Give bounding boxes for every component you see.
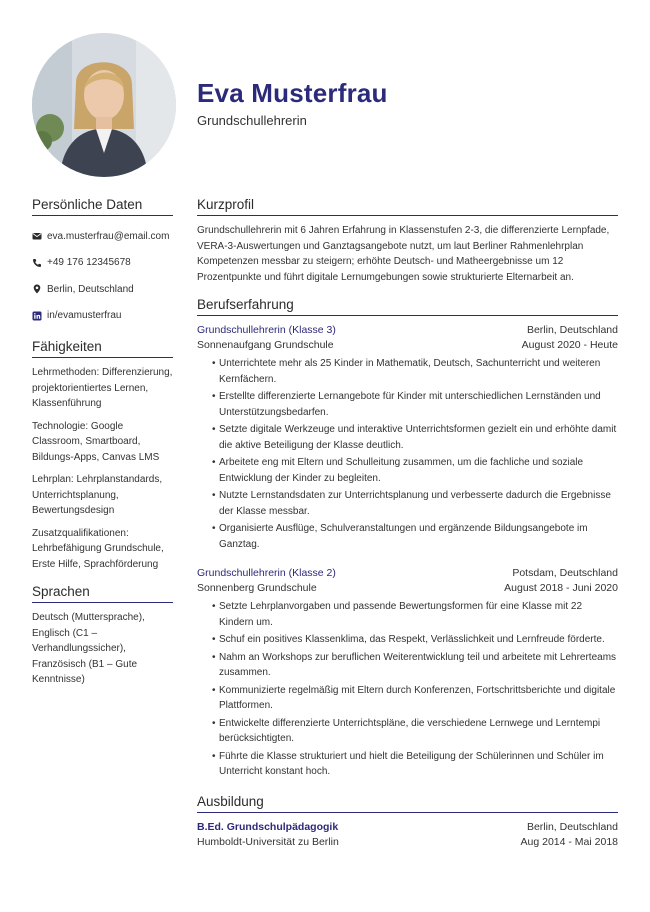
mail-icon — [32, 231, 42, 241]
portrait-illustration — [32, 33, 176, 177]
degree-title: B.Ed. Grundschulpädagogik — [197, 820, 339, 833]
education-heading: Ausbildung — [197, 794, 618, 813]
contact-location — [32, 276, 173, 303]
list-item: • Setzte digitale Werkzeuge und interaktive Unterrichtsformen gezielt ein und erhöhte damit die aktive Beteiligung der Klasse deutlich. — [212, 422, 618, 453]
location-text: Berlin, Deutschland — [47, 283, 134, 295]
list-item: • Arbeitete eng mit Eltern und Schulleitung zusammen, um die fachliche und soziale Entwicklung der Kinder zu begleiten. — [212, 455, 618, 486]
contact-phone[interactable] — [32, 250, 173, 277]
education-entry — [197, 820, 618, 850]
list-item: • Entwickelte differenzierte Unterrichtspläne, die verschiedene Lernwege und Lerntempi berücksichtigten. — [212, 716, 618, 747]
job-employer: Sonnenberg Grundschule — [197, 582, 317, 594]
list-item: • Unterrichtete mehr als 25 Kinder in Mathematik, Deutsch, Sachunterricht und weiteren Kernfächern. — [212, 356, 618, 387]
job-location: Berlin, Deutschland — [526, 324, 618, 336]
education-dates: Aug 2014 - Mai 2018 — [520, 835, 618, 848]
contact-email[interactable] — [32, 223, 173, 250]
skills-heading: Fähigkeiten — [32, 339, 173, 358]
email-text: eva.musterfrau@email.com — [47, 230, 170, 242]
list-item: • Nahm an Workshops zur beruflichen Weiterentwicklung teil und arbeitete mit Lehrerteams zusammen. — [212, 650, 618, 681]
languages-section — [32, 584, 173, 688]
list-item: • Führte die Klasse strukturiert und hielt die Beteiligung der Schülerinnen und Schüler im Unterricht konstant hoch. — [212, 749, 618, 780]
linkedin-icon — [32, 311, 42, 321]
phone-icon — [32, 258, 42, 268]
right-column — [197, 197, 618, 850]
skills-section — [32, 339, 173, 572]
phone-text: +49 176 12345678 — [47, 257, 131, 269]
skill-item: Lehrplan: Lehrplanstandards, Unterrichtsplanung, Bewertungsdesign — [32, 474, 163, 516]
list-item: • Schuf ein positives Klassenklima, das Respekt, Verlässlichkeit und Lernfreude förderte. — [212, 632, 618, 648]
job-header — [197, 566, 618, 596]
languages-heading: Sprachen — [32, 584, 173, 603]
job-employer: Sonnenaufgang Grundschule — [197, 339, 334, 351]
list-item: • Kommunizierte regelmäßig mit Eltern durch Konferenzen, Fortschrittsberichte und digitale Plattformen. — [212, 683, 618, 714]
profile-heading: Kurzprofil — [197, 197, 618, 216]
school-name: Humboldt-Universität zu Berlin — [197, 835, 339, 848]
candidate-role: Grundschullehrerin — [197, 113, 307, 128]
education-location: Berlin, Deutschland — [526, 820, 618, 833]
languages-text: Deutsch (Muttersprache), Englisch (C1 – Verhandlungssicher), Französisch (B1 – Gute Kenntnisse) — [32, 612, 145, 685]
left-column — [32, 197, 173, 688]
skill-item: Technologie: Google Classroom, Smartboard, Bildungs-Apps, Canvas LMS — [32, 420, 160, 463]
skill-item: Zusatzqualifikationen: Lehrbefähigung Grundschule, Erste Hilfe, Sprachförderung — [32, 527, 164, 570]
profile-photo — [32, 33, 176, 177]
job-header — [197, 323, 618, 353]
list-item: • Erstellte differenzierte Lernangebote für Kinder mit unterschiedlichen Lernständen und Unterstützungsbedarfen. — [212, 389, 618, 420]
job-dates: August 2018 - Juni 2020 — [504, 582, 618, 594]
location-pin-icon — [32, 284, 42, 294]
list-item: • Organisierte Ausflüge, Schulveranstaltungen und ergänzende Bildungsangebote im Ganztag. — [212, 521, 618, 552]
job-location: Potsdam, Deutschland — [512, 567, 618, 579]
job-entry — [197, 323, 618, 552]
experience-heading: Berufserfahrung — [197, 297, 618, 316]
list-item: • Setzte Lehrplanvorgaben und passende Bewertungsformen für eine Klasse mit 22 Kindern um. — [212, 599, 618, 630]
linkedin-text: in/evamusterfrau — [47, 310, 122, 322]
job-entry — [197, 566, 618, 780]
job-bullets — [212, 599, 618, 780]
job-title: Grundschullehrerin (Klasse 2) — [197, 567, 336, 579]
candidate-name: Eva Musterfrau — [197, 78, 388, 108]
personal-data-heading: Persönliche Daten — [32, 197, 173, 216]
job-title: Grundschullehrerin (Klasse 3) — [197, 324, 336, 336]
contact-linkedin[interactable] — [32, 303, 173, 330]
list-item: • Nutzte Lernstandsdaten zur Unterrichtsplanung und verbesserte dadurch die Ergebnisse der Klasse messbar. — [212, 488, 618, 519]
skill-item: Lehrmethoden: Differenzierung, projektorientiertes Lernen, Klassenführung — [32, 367, 173, 409]
job-bullets — [212, 356, 618, 552]
job-dates: August 2020 - Heute — [521, 339, 618, 351]
profile-text: Grundschullehrerin mit 6 Jahren Erfahrung in Klassenstufen 2-3, die differenzierte Lernpfade, VERA-3-Auswertungen und Ganztagsangebote nutzt, um laut Berliner Rahmenlehrplan Kompetenzen messbar zu steigern; erhöhte Deutsch- und Matheergebnisse um 12 Prozentpunkte und führt digitale Lernumgebungen sowie strukturierte Elternarbeit an. — [197, 225, 610, 283]
